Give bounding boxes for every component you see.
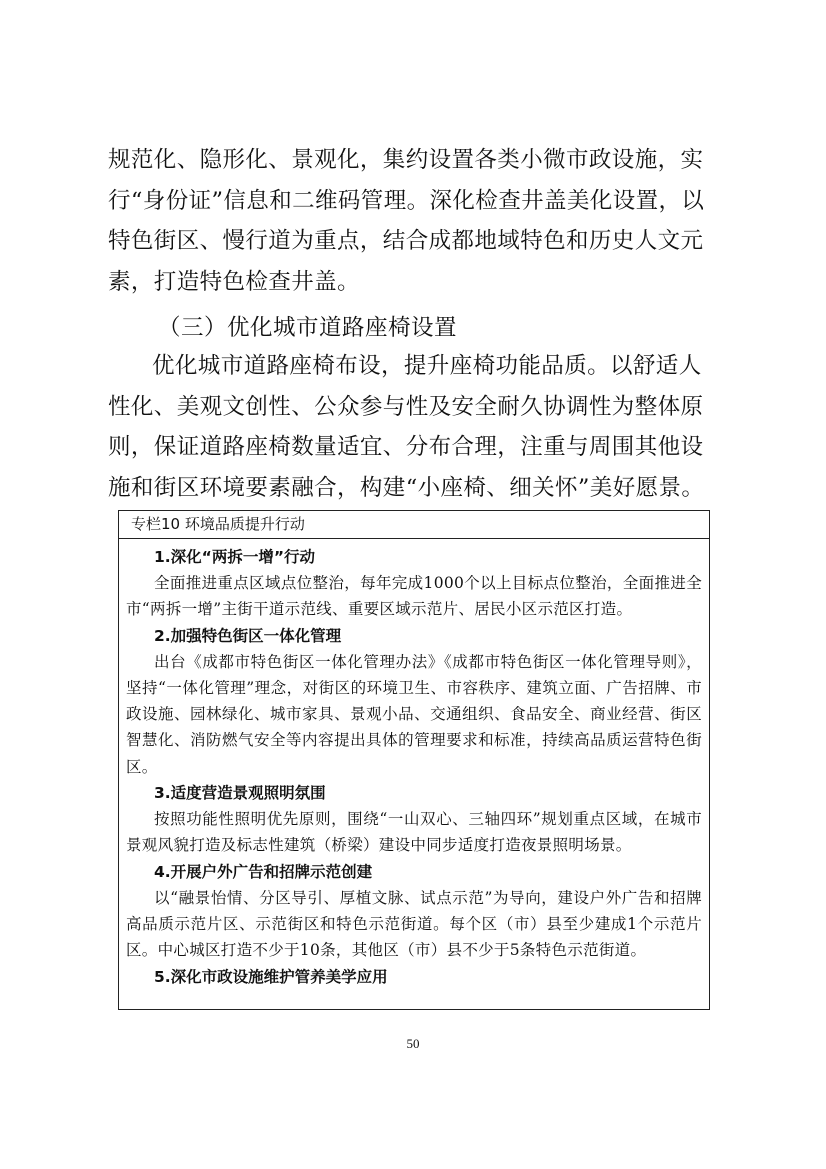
item-heading-1: 1.深化“两拆一增”行动 xyxy=(154,548,316,566)
box-content xyxy=(119,539,709,990)
item-heading-2: 2.加强特色街区一体化管理 xyxy=(154,626,342,645)
item-text-2: 出台《成都市特色街区一体化管理办法》《成都市特色街区一体化管理导则》，坚持“一体化管理”理念，对街区的环境卫生、市容秩序、建筑立面、广告招牌、市政设施、园林绿化、城市家具、景观小品、交通组织、食品安全、商业经营、街区智慧化、消防燃气安全等内容提出具体的管理要求和标准，持续高品质运营特色街区。 xyxy=(126,652,702,776)
item-text-1: 全面推进重点区域点位整治，每年完成1000个以上目标点位整治，全面推进全市“两拆一增”主街干道示范线、重要区域示范片、居民小区示范区打造。 xyxy=(126,574,702,619)
body-paragraph-2: 优化城市道路座椅布设，提升座椅功能品质。以舒适人性化、美观文创性、公众参与性及安全耐久协调性为整体原则，保证道路座椅数量适宜、分布合理，注重与周围其他设施和街区环境要素融合，构建“小座椅、细关怀”美好愿景。 xyxy=(108,353,705,501)
item-heading-4: 4.开展户外广告和招牌示范创建 xyxy=(154,862,373,881)
section-subheading: （三）优化城市道路座椅设置 xyxy=(158,315,458,341)
body-paragraph-1: 规范化、隐形化、景观化，集约设置各类小微市政设施，实行“身份证”信息和二维码管理。深化检查井盖美化设置，以特色街区、慢行道为重点，结合成都地域特色和历史人文元素，打造特色检查井盖。 xyxy=(108,147,705,295)
item-text-3: 按照功能性照明优先原则，围绕“一山双心、三轴四环”规划重点区域，在城市景观风貌打造及标志性建筑（桥梁）建设中同步适度打造夜景照明场景。 xyxy=(126,810,702,855)
item-text-4: 以“融景怡情、分区导引、厚植文脉、试点示范”为导向，建设户外广告和招牌高品质示范片区、示范街区和特色示范街道。每个区（市）县至少建成1个示范片区。中心城区打造不少于10条，其他区（市）县不少于5条特色示范街道。 xyxy=(126,888,702,960)
page-number: 50 xyxy=(406,1036,420,1051)
box-title: 专栏10 环境品质提升行动 xyxy=(119,511,709,539)
item-heading-3: 3.适度营造景观照明氛围 xyxy=(154,784,326,803)
sidebar-box-environment xyxy=(118,510,710,1010)
item-heading-5: 5.深化市政设施维护管养美学应用 xyxy=(154,967,388,986)
